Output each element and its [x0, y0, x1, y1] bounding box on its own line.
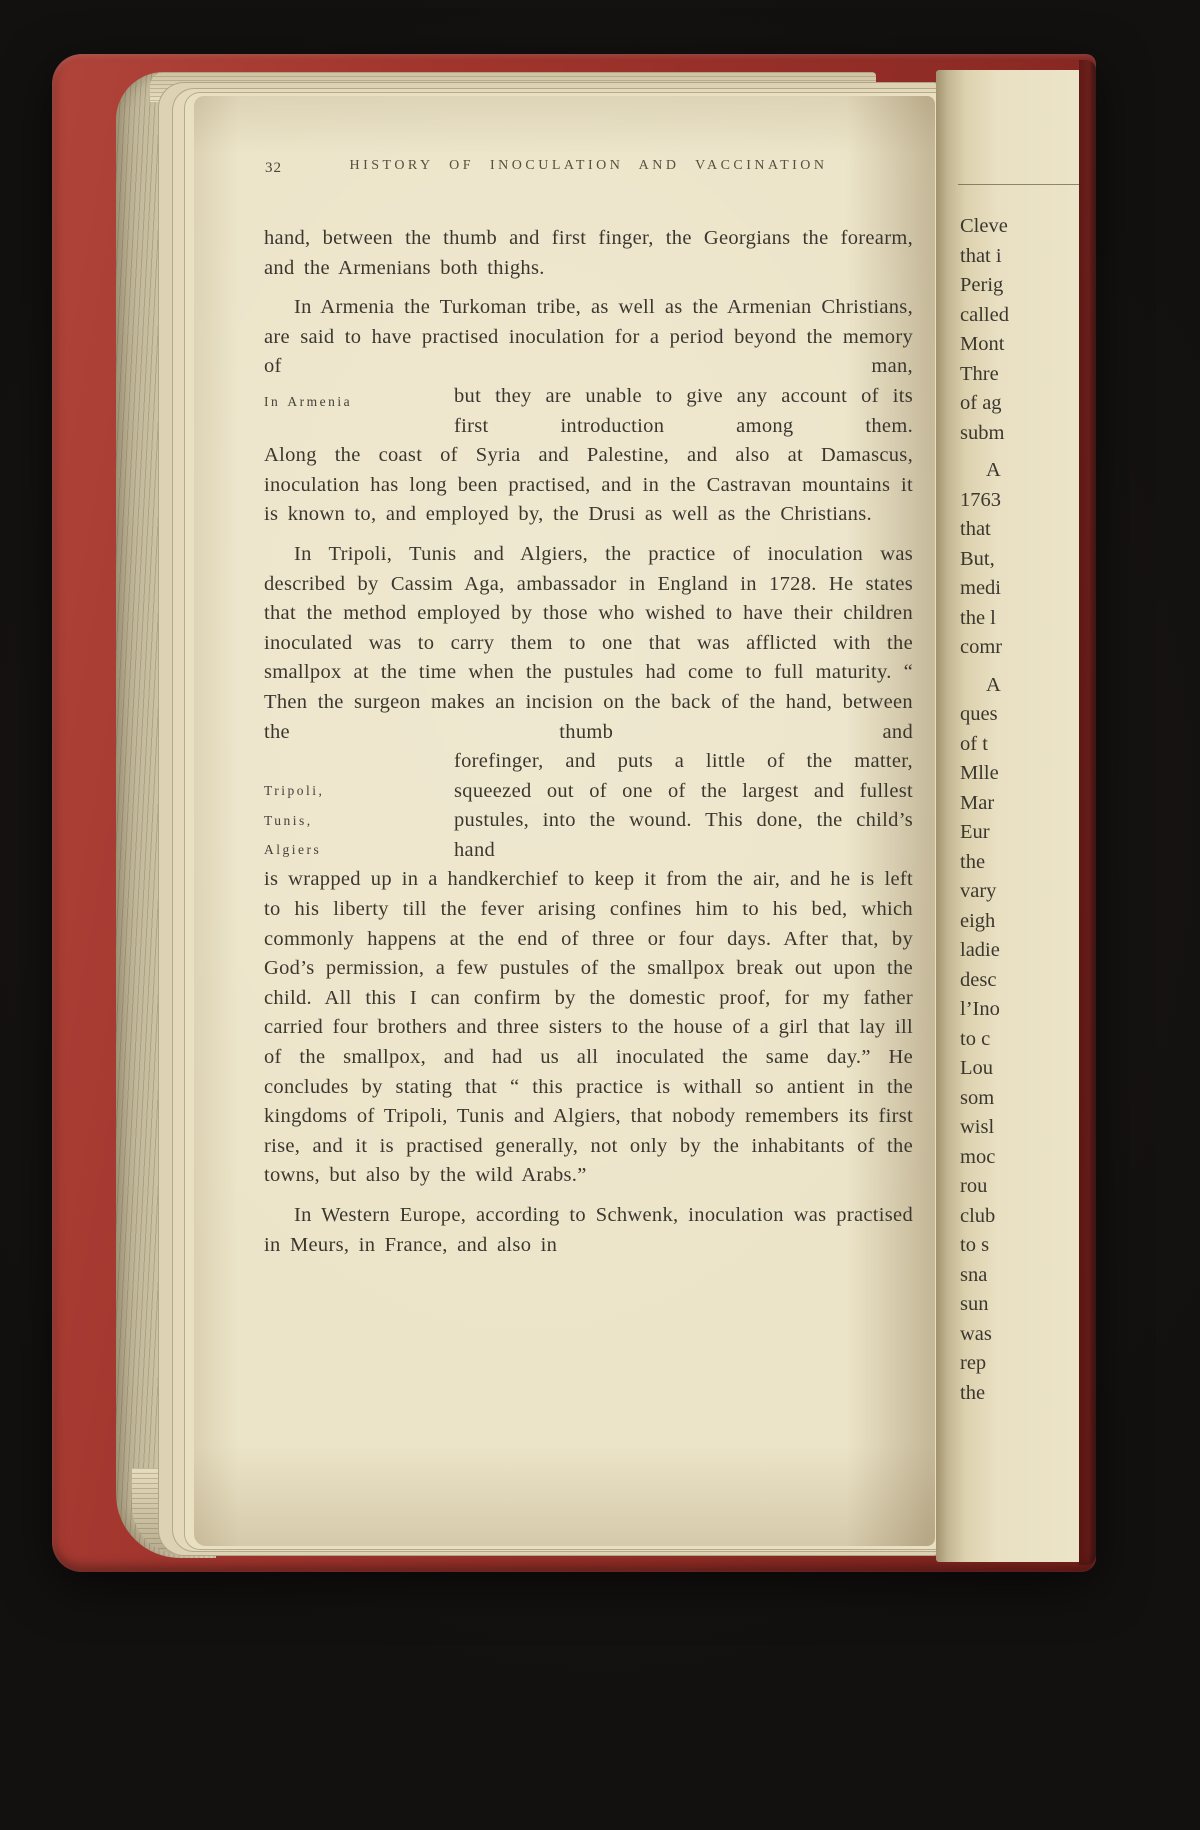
paragraph-3-rest: is wrapped up in a handkerchief to keep it from the air, and he is left to his liberty till the fever arising confines him to his bed, which commonly happens at the end of three or four days. After that, by God’s permission, a few pustules of the smallpox break out upon the child. All this I can confirm by the domestic proof, for my father carried four brothers and three sisters to the house of a girl that lay ill of the smallpox, and had us all inoculated the same day.” He concludes by stating that “ this practice is withall so antient in the kingdoms of Tripoli, Tunis and Algiers, that nobody remembers its first rise, and it is practised generally, not only by the inhabitants of the towns, but also by the wild Arabs.”	[264, 868, 913, 1187]
right-page-text-line: that i	[960, 244, 1002, 267]
right-page-text-line: club	[960, 1204, 996, 1227]
right-page-text-line: comr	[960, 636, 1003, 658]
page-header	[264, 158, 913, 180]
right-page-text-line: the	[960, 1381, 986, 1404]
right-page-text-line: moc	[960, 1145, 996, 1168]
right-page-text-line: that	[960, 518, 991, 540]
right-page-text-line: of t	[960, 732, 988, 755]
right-page-text-line: to c	[960, 1027, 991, 1050]
right-page-text	[960, 212, 1079, 1408]
margin-note-line: Tripoli,	[264, 783, 325, 799]
right-page-text-line: was	[960, 1322, 992, 1345]
paragraph-2-intro: In Armenia the Turkoman tribe, as well as the Armenian Christians, are said to have practised inoculation for a period beyond the memory of man,	[264, 296, 913, 378]
right-page-text-line: l’Ino	[960, 998, 1000, 1020]
right-page-text-line: sun	[960, 1293, 989, 1315]
right-page-text-line: Mlle	[960, 762, 999, 784]
right-page-text-line: ladie	[960, 939, 1000, 961]
right-page-text-line: to s	[960, 1234, 990, 1256]
paragraph-3-intro: In Tripoli, Tunis and Algiers, the practice of inoculation was described by Cassim Aga, ambassador in England in 1728. He states that the method employed by those who wished to have their children inoculated was to carry them to one that was afflicted with the smallpox at the time when the pustules had come to full maturity. “ Then the surgeon makes an incision on the back of the hand, between the thumb and	[264, 542, 913, 743]
page-number: 32	[265, 160, 282, 176]
right-page-text-line: Thre	[960, 362, 999, 385]
right-page-text-line: rep	[960, 1352, 987, 1374]
margin-note-armenia: In Armenia	[264, 393, 353, 409]
paragraph-2-rest: Along the coast of Syria and Palestine, and also at Damascus, inoculation has long been practised, and in the Castravan mountains it is known to, and employed by, the Drusi as well as the Christians.	[264, 444, 913, 526]
cutin-tripoli	[264, 747, 913, 865]
margin-note-tripoli	[264, 747, 454, 865]
right-page-text-line: of ag	[960, 392, 1002, 414]
right-page-text-line: Mar	[960, 791, 995, 814]
right-page-text-line: the	[960, 850, 986, 873]
right-cover-edge	[1079, 60, 1096, 1565]
right-page-text-line: vary	[960, 880, 997, 902]
right-page-text-line: rou	[960, 1175, 988, 1197]
right-page-text-line: wisl	[960, 1116, 995, 1138]
right-page-text-line: eigh	[960, 909, 996, 932]
right-page	[936, 70, 1079, 1562]
page-text	[264, 224, 913, 1260]
margin-note-line: Algiers	[264, 842, 322, 858]
cutin-text-tripoli: forefinger, and puts a little of the matter, squeezed out of one of the largest and fullest pustules, into the wound. This done, the child’s hand	[454, 750, 913, 861]
margin-note-line: Tunis,	[264, 812, 313, 828]
right-page-text-line: Mont	[960, 333, 1005, 355]
right-page-header-rule	[958, 184, 1079, 185]
right-page-text-line: desc	[960, 968, 997, 991]
right-page-text-line: Eur	[960, 821, 990, 843]
running-head: HISTORY OF INOCULATION AND VACCINATION	[349, 158, 828, 173]
right-page-text-line: the l	[960, 606, 996, 629]
right-page-text-line: Lou	[960, 1057, 994, 1079]
right-page-text-line: But,	[960, 547, 995, 570]
right-page-text-line: 1763	[960, 488, 1001, 511]
left-page	[194, 96, 935, 1546]
right-page-text-line: sna	[960, 1263, 988, 1286]
right-page-text-line: A	[986, 673, 1001, 696]
right-page-text-line: Perig	[960, 274, 1004, 296]
paragraph-4: In Western Europe, according to Schwenk, inoculation was practised in Meurs, in France, and also in	[264, 1204, 913, 1256]
cutin-text-armenia: but they are unable to give any account of its first introduction among them.	[454, 384, 913, 437]
right-page-text-line: medi	[960, 577, 1001, 599]
right-page-text-line: called	[960, 303, 1009, 326]
left-page-content	[194, 96, 935, 1260]
right-page-text-line: A	[986, 459, 1001, 481]
right-page-text-line: ques	[960, 703, 998, 725]
right-page-text-line: som	[960, 1086, 995, 1109]
paragraph-1: hand, between the thumb and first finger, the Georgians the forearm, and the Armenians both thighs.	[264, 227, 913, 279]
right-page-text-line: subm	[960, 421, 1005, 444]
right-page-text-line: Cleve	[960, 215, 1008, 237]
cutin-armenia	[264, 382, 913, 441]
